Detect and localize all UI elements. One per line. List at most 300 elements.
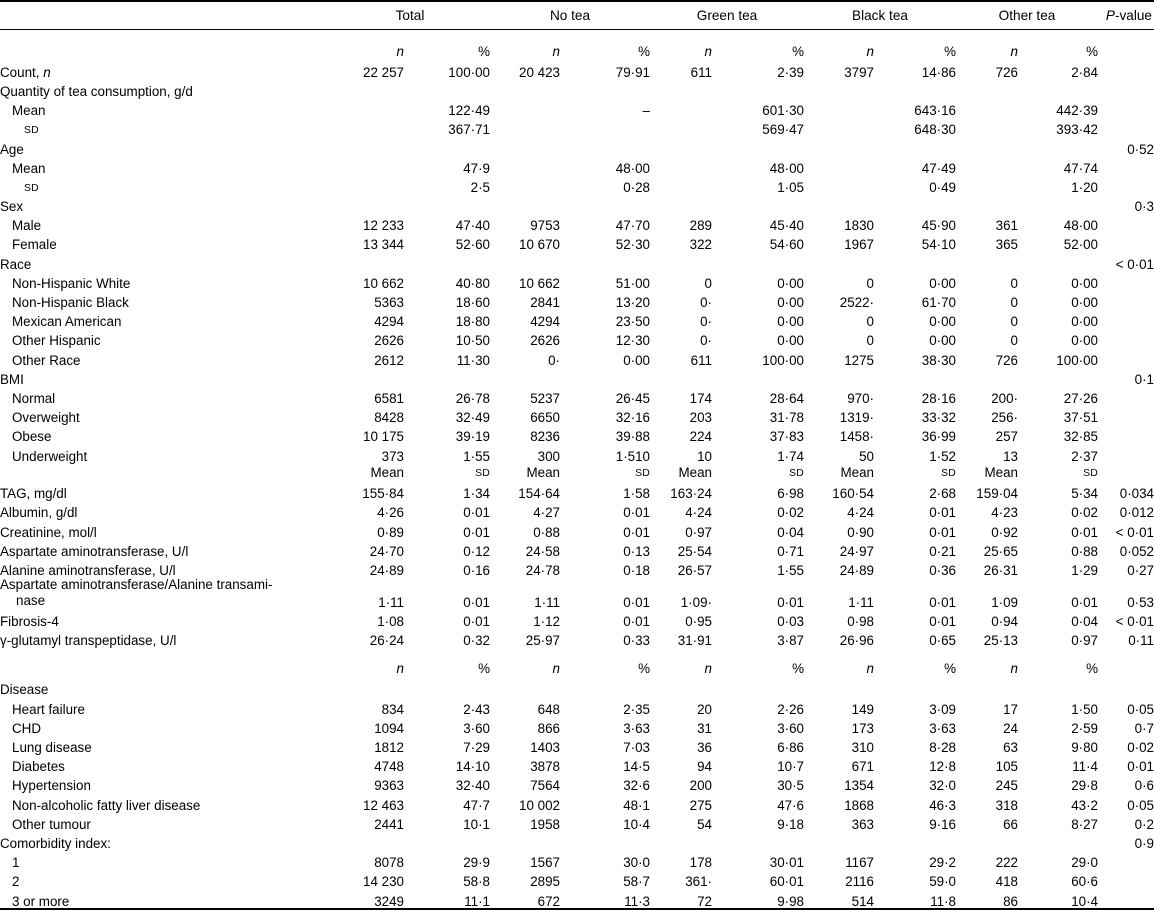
table-cell <box>560 252 650 271</box>
table-cell: 43·2 <box>1071 797 1098 813</box>
table-cell: 14·86 <box>921 64 956 80</box>
table-row <box>0 520 1154 539</box>
table-cell <box>874 137 956 156</box>
table-cell <box>490 252 560 271</box>
subheader-cell-n-4: n <box>704 43 712 59</box>
subheader-label-spacer <box>0 647 330 677</box>
table-cell: 47·74 <box>1063 160 1098 176</box>
p-value-cell <box>1098 678 1154 697</box>
subheader-cell-percent-9: % <box>1086 43 1098 59</box>
column-group-header-no-tea: No tea <box>549 8 591 23</box>
table-cell: 27·26 <box>1063 390 1098 406</box>
table-cell: 173 <box>851 720 874 736</box>
table-cell: 26·24 <box>369 632 404 648</box>
table-row <box>0 812 1154 831</box>
table-cell: 11·1 <box>464 893 490 909</box>
p-value-cell: 0·02 <box>1127 740 1154 756</box>
table-cell <box>712 367 804 386</box>
table-cell: 0·00 <box>777 314 804 330</box>
table-cell <box>712 252 804 271</box>
row-label: Aspartate aminotransferase/Alanine transami- nase <box>0 577 330 609</box>
table-cell: 0 <box>866 275 874 291</box>
table-cell: 38·30 <box>921 352 956 368</box>
table-cell: 4748 <box>374 759 404 775</box>
table-row <box>0 405 1154 424</box>
table-cell <box>1018 831 1098 850</box>
table-cell: 0·01 <box>1071 524 1098 540</box>
table-row <box>0 233 1154 252</box>
table-cell: 1830 <box>844 218 874 234</box>
p-value-cell <box>1098 79 1154 98</box>
row-label: TAG, mg/dl <box>0 486 67 502</box>
table-cell <box>804 367 874 386</box>
table-cell: 2·84 <box>1071 64 1098 80</box>
table-cell: 0·21 <box>929 543 956 559</box>
row-label: Heart failure <box>12 701 85 717</box>
p-value-cell <box>1098 348 1154 367</box>
table-row <box>0 754 1154 773</box>
table-cell: 8428 <box>374 410 404 426</box>
table-cell: 0·90 <box>847 524 874 540</box>
table-cell: 1·52 <box>929 448 956 464</box>
table-cell: 1167 <box>845 855 874 871</box>
table-cell: 0 <box>1010 295 1018 311</box>
table-cell <box>404 194 490 213</box>
subheader-row-count-disease <box>0 647 1154 677</box>
table-cell: 300 <box>537 448 560 464</box>
table-cell: 63 <box>1003 740 1018 756</box>
p-value-cell: 0·7 <box>1134 720 1154 736</box>
table-cell: 3·09 <box>929 701 956 717</box>
table-cell: 0·01 <box>929 594 956 610</box>
table-cell <box>330 367 404 386</box>
table-cell <box>650 252 712 271</box>
table-cell: 2895 <box>530 874 560 890</box>
row-label: Male <box>12 218 42 234</box>
table-cell: 0·02 <box>777 505 804 521</box>
row-label: Other Race <box>12 352 81 368</box>
subheader-cell-percent-5: % <box>792 661 804 677</box>
table-cell: 0·65 <box>929 632 956 648</box>
table-cell: 9363 <box>374 778 404 794</box>
table-cell: 23·50 <box>615 314 650 330</box>
table-cell: 155·84 <box>362 486 404 502</box>
table-cell: 672 <box>537 893 560 909</box>
table-cell: 2612 <box>374 352 404 368</box>
subheader-cell-n-6: n <box>866 43 874 59</box>
subheader-cell-mean-2: Mean <box>526 464 560 480</box>
table-cell <box>650 118 712 137</box>
table-cell: 0·01 <box>929 524 956 540</box>
p-value-cell <box>1098 118 1154 137</box>
table-cell <box>1018 678 1098 697</box>
table-cell: 0·01 <box>929 613 956 629</box>
table-cell: 0·12 <box>463 543 490 559</box>
row-label: Race <box>0 256 32 272</box>
table-cell: 10·7 <box>777 759 804 775</box>
table-cell: 0 <box>1010 275 1018 291</box>
table-cell: 0· <box>700 314 712 330</box>
table-cell: 26·31 <box>983 562 1018 578</box>
row-label: Hypertension <box>12 778 91 794</box>
table-cell <box>956 156 1018 175</box>
row-label: Fibrosis-4 <box>0 613 59 629</box>
table-cell: 648 <box>537 701 560 717</box>
row-label: Comorbidity index: <box>0 835 111 851</box>
table-row <box>0 577 1154 609</box>
p-value-cell <box>1098 233 1154 252</box>
table-cell: 12·30 <box>615 333 650 349</box>
table-cell: 3·63 <box>623 720 650 736</box>
p-value-cell: 0·05 <box>1127 797 1154 813</box>
table-cell: 149 <box>851 701 874 717</box>
table-cell: 1·74 <box>777 448 804 464</box>
table-cell: 24·89 <box>369 562 404 578</box>
table-cell <box>650 156 712 175</box>
table-cell <box>712 79 804 98</box>
p-value-cell <box>1098 444 1154 463</box>
table-cell: 1·11 <box>534 594 560 610</box>
table-cell: 6650 <box>530 410 560 426</box>
subheader-pvalue-spacer <box>1098 647 1154 677</box>
table-cell: 40·80 <box>455 275 490 291</box>
subheader-cell-percent-5: % <box>792 43 804 59</box>
table-cell: 0· <box>700 295 712 311</box>
table-cell: 245 <box>995 778 1018 794</box>
table-cell: 1·09 <box>991 594 1018 610</box>
table-cell: 26·45 <box>615 390 650 406</box>
table-cell: 9·98 <box>777 893 804 909</box>
row-label: Non-Hispanic White <box>12 275 131 291</box>
table-cell: 0·00 <box>777 295 804 311</box>
table-cell: 866 <box>537 720 560 736</box>
p-value-cell <box>1098 271 1154 290</box>
table-cell: 25·54 <box>677 543 712 559</box>
table-cell: 1·08 <box>377 613 404 629</box>
table-cell: 24·89 <box>839 562 874 578</box>
table-cell: 0 <box>866 333 874 349</box>
table-cell: 25·65 <box>983 543 1018 559</box>
table-cell: 2·37 <box>1071 448 1098 464</box>
table-cell: 0·03 <box>777 613 804 629</box>
subheader-cell-mean-6: Mean <box>840 464 874 480</box>
table-cell: 2·26 <box>777 701 804 717</box>
table-cell: 60·6 <box>1071 874 1098 890</box>
table-cell: 52·00 <box>1063 237 1098 253</box>
p-value-cell: < 0·01 <box>1115 613 1154 629</box>
table-cell: 0·18 <box>623 562 650 578</box>
table-cell: 611 <box>690 352 712 368</box>
table-cell: 0·01 <box>623 524 650 540</box>
table-cell: 0·94 <box>991 613 1018 629</box>
table-cell: 0· <box>700 333 712 349</box>
column-group-header-green-tea: Green tea <box>696 8 758 23</box>
table-cell <box>956 79 1018 98</box>
table-cell: 86 <box>1003 893 1018 909</box>
table-row <box>0 386 1154 405</box>
table-cell: 174 <box>689 390 712 406</box>
table-cell: 0·00 <box>929 314 956 330</box>
table-cell: 834 <box>381 701 404 717</box>
table-cell <box>804 98 874 117</box>
table-cell: 4·24 <box>847 505 874 521</box>
table-cell <box>490 118 560 137</box>
table-cell <box>330 137 404 156</box>
table-cell: 0·01 <box>463 524 490 540</box>
table-cell: 54·10 <box>921 237 956 253</box>
table-row <box>0 444 1154 463</box>
table-cell: 24·70 <box>369 543 404 559</box>
table-cell: 52·30 <box>615 237 650 253</box>
table-cell: 1403 <box>530 740 560 756</box>
row-label: Count, n <box>0 64 51 80</box>
table-row <box>0 481 1154 500</box>
table-cell: 10 <box>697 448 712 464</box>
table-cell: 159·04 <box>976 486 1018 502</box>
table-cell <box>650 194 712 213</box>
column-header-p-value: P-value <box>1105 8 1152 23</box>
table-cell: 31 <box>697 720 712 736</box>
table-row <box>0 628 1154 647</box>
table-cell: 58·8 <box>463 874 490 890</box>
table-cell: 29·8 <box>1071 778 1098 794</box>
row-label: Sex <box>0 199 24 215</box>
subheader-cell-percent-7: % <box>944 661 956 677</box>
table-cell <box>330 678 404 697</box>
table-cell: 47·9 <box>463 160 490 176</box>
table-cell: 48·1 <box>623 797 650 813</box>
table-cell: 0·04 <box>777 524 804 540</box>
table-cell: 1·510 <box>615 448 650 464</box>
table-cell: 5363 <box>374 295 404 311</box>
table-cell: 32·40 <box>455 778 490 794</box>
table-row <box>0 425 1154 444</box>
table-cell <box>874 252 956 271</box>
table-cell: 2116 <box>845 874 874 890</box>
table-cell <box>330 831 404 850</box>
table-cell <box>330 252 404 271</box>
table-cell: 222 <box>995 855 1018 871</box>
table-cell: 61·70 <box>921 295 956 311</box>
table-cell: 105 <box>995 759 1018 775</box>
table-cell: 2·43 <box>463 701 490 717</box>
table-cell: 1·34 <box>463 486 490 502</box>
table-cell <box>874 79 956 98</box>
table-cell: 32·16 <box>615 410 650 426</box>
table-cell: 33·32 <box>921 410 956 426</box>
table-cell: 122·49 <box>448 103 490 119</box>
subheader-cell-n-2: n <box>552 43 560 59</box>
table-cell: 200· <box>991 390 1018 406</box>
table-cell: 14·5 <box>623 759 650 775</box>
table-row <box>0 870 1154 889</box>
table-cell: 0 <box>1010 314 1018 330</box>
table-cell: 373 <box>381 448 404 464</box>
table-cell: 29·0 <box>1071 855 1098 871</box>
table-cell: 30·5 <box>777 778 804 794</box>
table-cell <box>490 367 560 386</box>
table-cell: 12·8 <box>929 759 956 775</box>
row-label-sd: SD <box>24 125 39 137</box>
subheader-label-spacer <box>0 463 330 481</box>
p-value-cell <box>1098 98 1154 117</box>
table-cell: 318 <box>995 797 1018 813</box>
row-label: Obese <box>12 429 52 445</box>
table-cell: 0·71 <box>777 543 804 559</box>
table-cell <box>404 678 490 697</box>
table-cell: 36·99 <box>921 429 956 445</box>
table-cell: 2·59 <box>1071 720 1098 736</box>
table-cell: 72 <box>697 893 712 909</box>
table-cell <box>1018 137 1098 156</box>
table-cell <box>490 678 560 697</box>
table-cell <box>650 367 712 386</box>
table-cell <box>804 252 874 271</box>
table-cell: 32·49 <box>455 410 490 426</box>
table-cell: 47·49 <box>921 160 956 176</box>
table-cell: 3·63 <box>929 720 956 736</box>
table-cell: 4·27 <box>533 505 560 521</box>
table-cell: 3·87 <box>777 632 804 648</box>
table-cell: 726 <box>995 352 1018 368</box>
table-row <box>0 118 1154 137</box>
p-value-cell: 0·11 <box>1128 632 1154 648</box>
p-value-cell: 0·53 <box>1127 594 1154 610</box>
row-label: Other Hispanic <box>12 333 101 349</box>
table-cell: 1868 <box>844 797 874 813</box>
table-cell: 11·4 <box>1072 759 1098 775</box>
p-value-cell <box>1098 405 1154 424</box>
table-cell <box>956 175 1018 194</box>
table-cell <box>874 831 956 850</box>
table-body <box>0 1 1154 910</box>
table-cell: 47·7 <box>463 797 490 813</box>
table-cell: 28·64 <box>769 390 804 406</box>
table-cell: 4·26 <box>377 505 404 521</box>
table-cell: 10 175 <box>363 429 404 445</box>
table-cell: 643·16 <box>914 103 956 119</box>
table-cell <box>956 678 1018 697</box>
row-label: 3 or more <box>12 893 70 909</box>
subheader-cell-mean-0: Mean <box>370 464 404 480</box>
table-cell: 257 <box>995 429 1018 445</box>
table-cell: 203 <box>689 410 712 426</box>
table-cell: 39·88 <box>615 429 650 445</box>
table-cell <box>650 98 712 117</box>
table-cell: 31·91 <box>677 632 712 648</box>
table-cell: 0·00 <box>929 333 956 349</box>
p-value-cell: 0·52 <box>1127 141 1154 157</box>
table-cell: 1·55 <box>777 562 804 578</box>
p-value-cell <box>1098 425 1154 444</box>
table-cell <box>956 118 1018 137</box>
table-cell: 10·50 <box>455 333 490 349</box>
row-label <box>0 118 330 137</box>
table-cell <box>956 252 1018 271</box>
subheader-cell-percent-7: % <box>944 43 956 59</box>
table-cell: 2522· <box>839 295 874 311</box>
table-cell: 18·80 <box>455 314 490 330</box>
row-label-continuation: nase <box>16 593 46 609</box>
table-cell: 0·97 <box>685 524 712 540</box>
table-cell: 59·0 <box>929 874 956 890</box>
p-value-cell: 0·6 <box>1134 778 1154 794</box>
table-cell: – <box>642 103 650 119</box>
table-cell: 0·02 <box>1071 505 1098 521</box>
row-label: Non-Hispanic Black <box>12 295 129 311</box>
table-cell <box>650 79 712 98</box>
table-row <box>0 309 1154 328</box>
table-row <box>0 175 1154 194</box>
p-value-cell <box>1098 290 1154 309</box>
table-cell <box>490 175 560 194</box>
table-cell: 48·00 <box>1063 218 1098 234</box>
table-cell: 289 <box>689 218 712 234</box>
table-cell: 1967 <box>844 237 874 253</box>
table-cell: 0·00 <box>1071 314 1098 330</box>
table-cell <box>330 156 404 175</box>
table-cell: 0·88 <box>1071 543 1098 559</box>
table-cell: 160·54 <box>832 486 874 502</box>
table-cell: 178 <box>689 855 712 871</box>
row-label: Normal <box>12 390 56 406</box>
table-cell: 14·10 <box>455 759 490 775</box>
table-cell: 1319· <box>839 410 874 426</box>
table-cell: 10·1 <box>463 816 490 832</box>
p-value-cell: < 0·01 <box>1115 524 1154 540</box>
row-label-sd: SD <box>24 182 39 194</box>
table-row <box>0 98 1154 117</box>
table-cell <box>804 175 874 194</box>
table-cell <box>650 831 712 850</box>
table-cell: 24·78 <box>525 562 560 578</box>
subheader-cell-mean-4: Mean <box>678 464 712 480</box>
row-label: 1 <box>12 855 20 871</box>
table-cell: 3878 <box>530 759 560 775</box>
row-label: Mean <box>12 103 46 119</box>
table-cell: 10·4 <box>1071 893 1098 909</box>
table-cell: 2626 <box>530 333 560 349</box>
table-cell <box>490 98 560 117</box>
table-cell: 0·01 <box>623 613 650 629</box>
table-cell: 32·85 <box>1063 429 1098 445</box>
row-label <box>0 175 330 194</box>
table-cell: 0·01 <box>463 613 490 629</box>
table-cell: 17 <box>1003 701 1018 717</box>
p-value-cell: 0·05 <box>1127 701 1154 717</box>
p-value-cell: 0·2 <box>1134 816 1154 832</box>
p-value-cell: 0·9 <box>1134 835 1154 851</box>
p-value-cell: 0·01 <box>1127 759 1154 775</box>
table-cell: 47·70 <box>615 218 650 234</box>
table-cell: 361· <box>685 874 712 890</box>
table-cell <box>330 118 404 137</box>
row-label: Creatinine, mol/l <box>0 524 97 540</box>
column-group-header-total: Total <box>395 8 425 23</box>
table-cell: 0·00 <box>929 275 956 291</box>
table-cell: 60·01 <box>769 874 804 890</box>
table-cell: 1354 <box>844 778 874 794</box>
p-value-cell: 0·034 <box>1119 486 1154 502</box>
table-cell: 1·09· <box>680 594 712 610</box>
table-cell: 1275 <box>844 352 874 368</box>
subheader-cell-mean-8: Mean <box>984 464 1018 480</box>
subheader-row-mean-sd <box>0 463 1154 481</box>
table-row <box>0 558 1154 577</box>
table-cell: 6·98 <box>777 486 804 502</box>
row-label: Non-alcoholic fatty liver disease <box>12 797 201 813</box>
table-cell: 1·50 <box>1071 701 1098 717</box>
